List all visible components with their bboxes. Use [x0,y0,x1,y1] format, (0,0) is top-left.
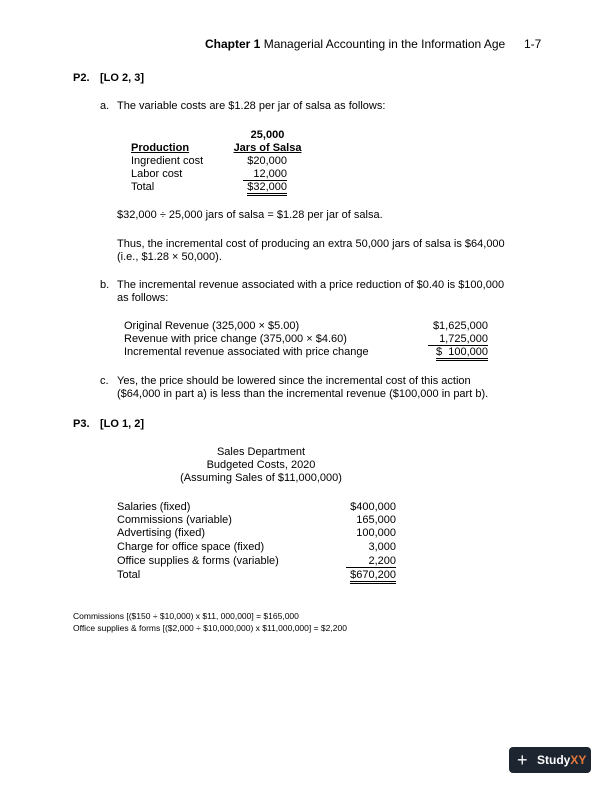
p3-title-2: Budgeted Costs, 2020 [206,459,316,471]
revenue-row-value: $1,625,000 [432,320,488,332]
p3-title-3: (Assuming Sales of $11,000,000) [180,472,342,484]
p2-lo: [LO 2, 3] [100,72,145,84]
salsa-row-value: $20,000 [247,155,287,167]
budget-row-value: 100,000 [356,527,396,539]
revenue-row-label: Incremental revenue associated with price change [124,346,369,358]
budget-row-label: Advertising (fixed) [117,527,206,539]
page-header [205,37,505,51]
part-a-thus-2: (i.e., $1.28 × 50,000). [117,251,222,263]
part-a-calc: $32,000 ÷ 25,000 jars of salsa = $1.28 per jar of salsa. [117,209,383,221]
plus-icon: + [517,750,528,770]
page-number: 1-7 [524,37,542,51]
p3-title-1: Sales Department [216,446,306,458]
note-commissions: Commissions [($150 ÷ $10,000) x $11, 000,000] = $165,000 [73,611,299,621]
part-a-letter: a. [100,100,110,112]
revenue-row-label: Revenue with price change (375,000 × $4.60) [124,333,347,345]
budget-row-value: 165,000 [356,514,396,526]
part-c-text-1: Yes, the price should be lowered since the incremental cost of this action [117,375,471,387]
part-c-letter: c. [100,375,109,387]
budget-row-value: 2,200 [346,555,396,568]
studyxy-logo [509,747,591,773]
part-a-text: The variable costs are $1.28 per jar of salsa as follows: [117,100,386,112]
budget-row-label: Total [117,569,141,581]
salsa-row-label: Labor cost [131,168,183,180]
p2-label: P2. [73,72,90,84]
salsa-row-label: Total [131,181,155,193]
salsa-total-value: $32,000 [247,181,287,196]
part-b-letter: b. [100,279,110,291]
part-b-text-1: The incremental revenue associated with a price reduction of $0.40 is $100,000 [117,279,505,291]
p3-label: P3. [73,418,90,430]
budget-row-label: Office supplies & forms (variable) [117,555,279,567]
revenue-row-value: 1,725,000 [428,333,488,346]
part-b-text-2: as follows: [117,292,169,304]
budget-row-value: 3,000 [368,541,396,553]
salsa-col-header-1: 25,000 [250,129,285,141]
p3-lo: [LO 1, 2] [100,418,145,430]
part-a-thus-1: Thus, the incremental cost of producing an extra 50,000 jars of salsa is $64,000 [117,238,505,250]
budget-row-label: Salaries (fixed) [117,501,191,513]
note-office-supplies: Office supplies & forms [($2,000 ÷ $10,000,000) x $11,000,000] = $2,200 [73,623,347,633]
logo-brand-accent: XY [570,753,587,767]
budget-total-value: $670,200 [350,569,396,584]
salsa-row-header: Production [131,142,190,154]
salsa-row-label: Ingredient cost [131,155,204,167]
revenue-total-value: $ 100,000 [436,346,488,361]
budget-row-label: Charge for office space (fixed) [117,541,265,553]
salsa-col-header-2: Jars of Salsa [233,142,302,154]
salsa-row-value: 12,000 [243,168,287,181]
part-c-text-2: ($64,000 in part a) is less than the incremental revenue ($100,000 in part b). [117,388,489,400]
budget-row-value: $400,000 [350,501,396,513]
chapter-label: Chapter 1 [205,37,261,51]
chapter-title: Managerial Accounting in the Information Age [263,37,506,51]
budget-row-label: Commissions (variable) [117,514,232,526]
revenue-row-label: Original Revenue (325,000 × $5.00) [124,320,300,332]
logo-brand: Study [537,753,571,767]
